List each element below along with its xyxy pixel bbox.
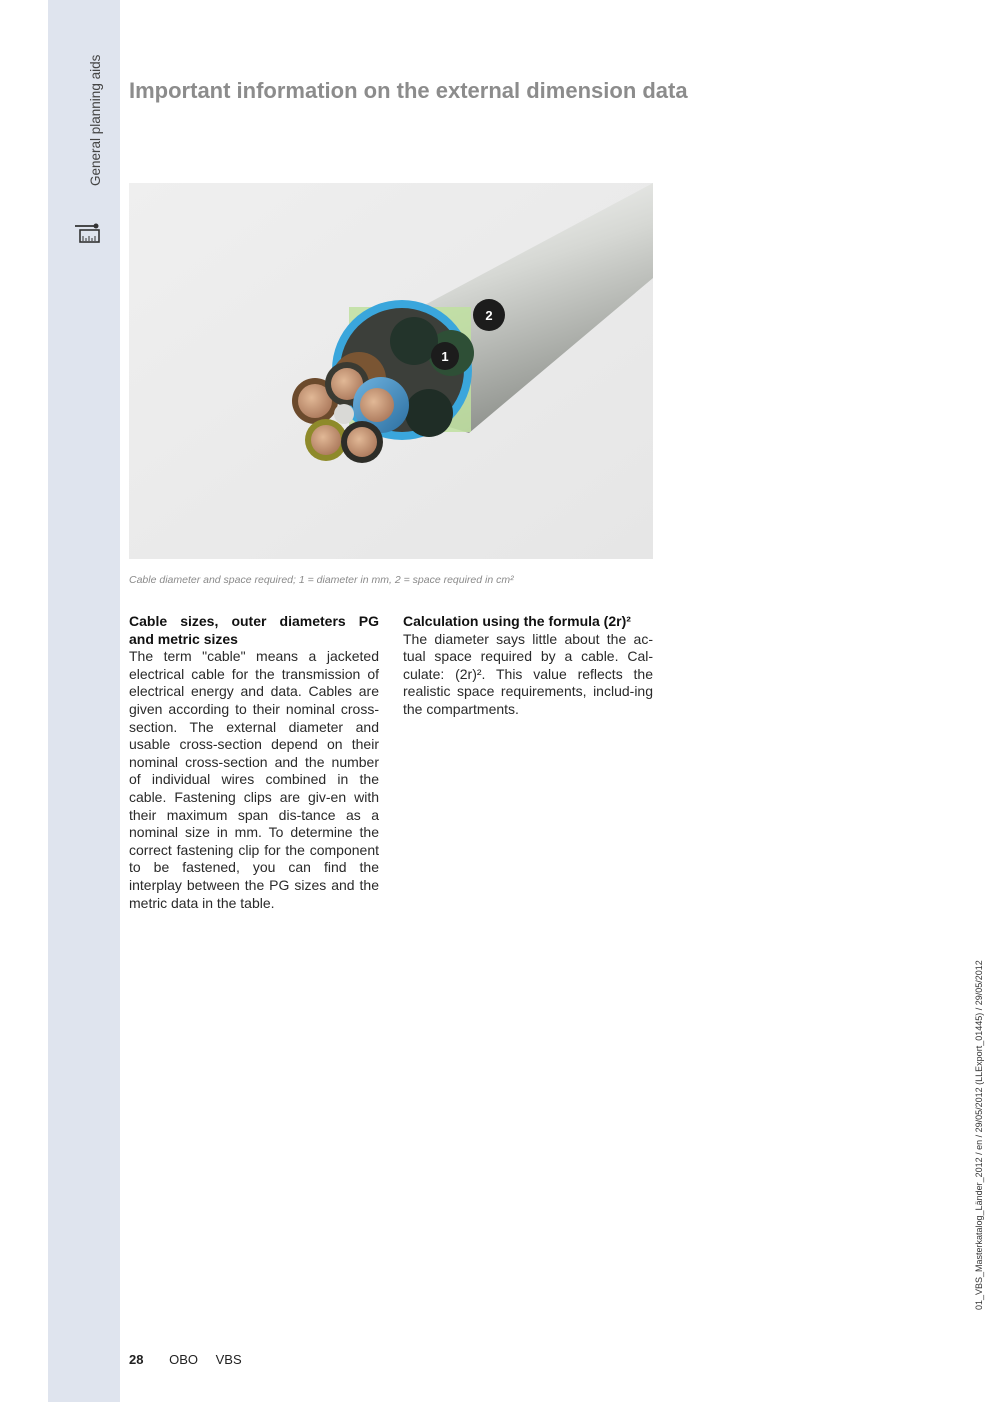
footer-product: VBS <box>215 1352 242 1367</box>
page-number: 28 <box>129 1352 144 1367</box>
figure-caption: Cable diameter and space required; 1 = diameter in mm, 2 = space required in cm² <box>129 574 514 586</box>
left-heading-line1: Cable sizes, outer diameters PG <box>129 613 379 629</box>
left-column <box>129 613 379 912</box>
left-body: The term "cable" means a jacketed electrical cable for the transmission of electrical energy and data. Cables are given according to their nominal cross-section. The external diameter and usable cross-section depend on their nominal cross-section and the number of individual wires combined in the cable. Fastening clips are giv-en with their maximum span dis-tance as a nominal size in mm. To determine the correct fastening clip for the component to be fastened, you can find the interplay between the PG sizes and the metric data in the table. <box>129 648 379 911</box>
page-title: Important information on the external dimension data <box>129 78 688 103</box>
planning-tools-icon <box>75 222 101 249</box>
page-footer <box>129 1352 242 1367</box>
right-body: The diameter says little about the ac-tual space required by a cable. Cal-culate: (2r)². This value reflects the realistic space requirements, includ-ing the compartments. <box>403 630 653 717</box>
right-heading: Calculation using the formula (2r)² <box>403 613 631 629</box>
sidebar-section-label: General planning aids <box>88 54 103 186</box>
marker-2: 2 <box>485 308 493 323</box>
marker-1: 1 <box>441 349 449 364</box>
left-heading-line2: and metric sizes <box>129 630 238 647</box>
footer-brand: OBO <box>169 1352 198 1367</box>
sidebar <box>48 0 120 1402</box>
cable-figure <box>129 183 653 559</box>
left-heading <box>129 613 379 648</box>
print-metadata: 01_VBS_Masterkatalog_Länder_2012 / en / 29/05/2012 (LLExport_01445) / 29/05/2012 <box>974 960 984 1310</box>
right-column <box>403 613 653 719</box>
